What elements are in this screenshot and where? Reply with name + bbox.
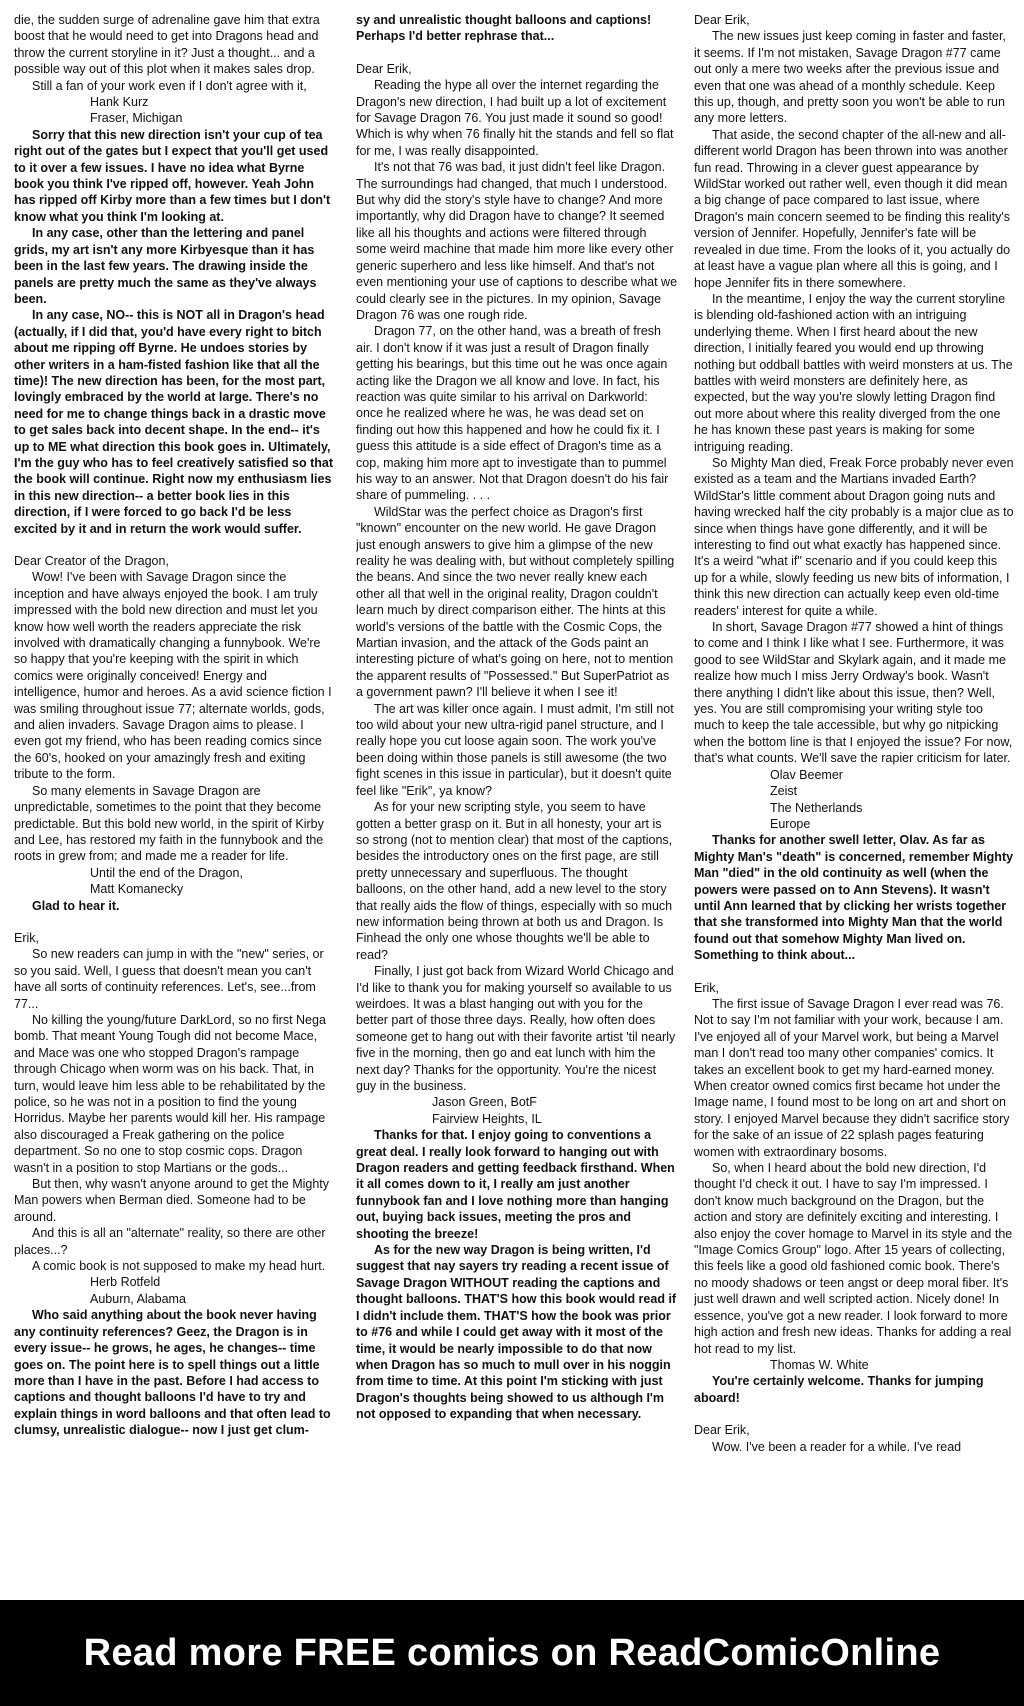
editor-reply: Glad to hear it. [32,898,120,913]
letter-greeting: Dear Erik, [694,1423,750,1438]
promo-banner-text[interactable]: Read more FREE comics on ReadComicOnline [83,1631,941,1674]
letter-continuation: die, the sudden surge of adrenaline gave him that extra boost that he would need to get into Dragons head and throw the current storyline in it? Just a thought... and a possible way out of this plot when it makes sales drop. [14,13,320,77]
letters-column-1 [14,12,334,1597]
signature-city: Zeist [770,784,798,799]
letter-paragraph: The first issue of Savage Dragon I ever read was 76. Not to say I'm not familiar with your work, because I am. I've enjoyed all of your Marvel work, but being a Marvel man I don't read too many other companies' comics. It takes an excellent book to get my hard-earned money. When creator owned comics first became hot under the Image name, I found most to be long on art and short on story. I enjoyed Marvel because they didn't sacrifice story for the sake of an issue of 22 splash pages featuring women with extraordinary bosoms. [694,996,1010,1159]
letter-paragraph: Dragon 77, on the other hand, was a breath of fresh air. I don't know if it was just a result of Dragon finally getting his bearings, but this time out he was once again acting like the Dragon we all know and love. In fact, his reaction was quite similar to his arrival on Darkworld: once he realized where he was, he was dead set on finding out how this happened and how he could fix it. I guess this attitude is a side effect of Dragon's time as a cop, making him more apt to investigate than to pummel his way to an answer. Not that Dragon doesn't do his fair share of pummeling. . . . [356,324,669,503]
letter-paragraph: So new readers can jump in with the "new" series, or so you said. Well, I guess that doesn't mean you can't have all sorts of continuity references. Let's, see...from 77... [14,947,324,1011]
letter-paragraph: As for your new scripting style, you seem to have gotten a better grasp on it. But in all honesty, your art is so strong (not to mention clear) that most of the captions, besides the introductory ones on the first page, are still pretty unnecessary and superfluous. The thought balloons, on the other hand, add a new level to the story that really aids the flow of things, especially with so much new information being thrown at both us and Dragon. Is Finhead the only one whose thoughts we'll be able to read? [356,800,673,962]
signature-place: Auburn, Alabama [90,1291,186,1306]
signature-name: Herb Rotfeld [90,1275,161,1290]
letter-paragraph: A comic book is not supposed to make my head hurt. [32,1259,326,1274]
letters-column-2 [356,12,678,1597]
letter-paragraph: So many elements in Savage Dragon are unpredictable, sometimes to the point that they become predictable. But this bold new world, in the spirit of Kirby and Lee, has restored my faith in the funnybook and the roots in grew from; and made me a reader for life. [14,783,324,864]
letter-greeting: Dear Erik, [356,61,412,76]
editor-reply: Thanks for another swell letter, Olav. As far as Mighty Man's "death" is concerned, remember Mighty Man "died" in the old continuity as well (when the powers were passed on to Ann Stevens). It wasn't until Ann learned that by clicking her wrists together that she transformed into Mighty Man that the world found out that somehow Mighty Man lived on. Something to think about... [694,833,1014,963]
promo-banner[interactable] [0,1600,1024,1706]
signature-region: Europe [770,816,811,831]
signature-name: Hank Kurz [90,95,149,110]
letters-column-3 [694,12,1014,1597]
editor-reply: Who said anything about the book never having any continuity references? Geez, the Dragon is in every issue-- he grows, he ages, he changes-- time goes on. The point here is to spell things out a little more than I have in the past. Before I had access to captions and thought balloons I'd have to try and explain things in word balloons and that often lead to clumsy, unrealistic dialogue-- now I just get clum- [14,1308,331,1438]
letter-paragraph: And this is all an "alternate" reality, so there are other places...? [14,1226,326,1257]
editor-reply: Thanks for that. I enjoy going to conventions a great deal. I really look forward to hanging out with Dragon readers and getting feedback firsthand. When it all comes down to it, I really am just another funnybook fan and I love nothing more than hanging out, buying back issues, meeting the pros and shooting the breeze! [356,1128,675,1241]
signature-line: Until the end of the Dragon, [90,865,243,880]
letter-greeting: Dear Erik, [694,13,750,27]
editor-reply: Sorry that this new direction isn't your cup of tea right out of the gates but I expect that you'll get used to it over a few issues. I have no idea what Byrne book you think I've ripped off, however. Yeah John has ripped off Kirby more than a few times but I don't know what you think I'm looking at. [14,127,331,224]
signature-place: Fairview Heights, IL [432,1111,542,1126]
signature-place: Fraser, Michigan [90,111,183,126]
letter-greeting: Dear Creator of the Dragon, [14,554,169,568]
letter-paragraph: In short, Savage Dragon #77 showed a hint of things to come and I think I like what I see. Furthermore, it was good to see WildStar and Skylark again, and it made me realize how much I miss Jerry Ordway's book. Wasn't there anything I didn't like about this issue, then? Well, yes. You are still compromising your writing style too much to keep the tale accessible, but why go nitpicking when the bottom line is that I enjoyed the issue? For now, that's what counts. We'll save the rapier criticism for later. [694,620,1013,766]
letter-paragraph: Wow! I've been with Savage Dragon since the inception and have always enjoyed the book. I am truly impressed with the bold new direction and must let you know how well worth the readers appreciate the risk involved with dramatically changing a funnybook. We're so happy that you're keeping with the spirit in which comics were originally conceived! Energy and intelligence, humor and heroes. As a avid science fiction I was smiling throughout issue 77; alternate worlds, gods, and alien invaders. Savage Dragon aims to please. I even got my friend, who has been reading comics since the 60's, hooked on your amazingly fresh and exiting tribute to the form. [14,570,332,782]
letter-paragraph: But then, why wasn't anyone around to get the Mighty Man powers when Berman died. Someone had to be around. [14,1177,330,1224]
letter-paragraph: So, when I heard about the bold new direction, I'd thought I'd check it out. I have to say I'm impressed. I don't know much background on the Dragon, but the action and story are definitely exciting and interesting. I also enjoy the cover homage to Marvel in its style and the "Image Comics Group" logo. After 15 years of collecting, this feels like a good old fashioned comic book. There's no moody shadows or teen angst or deep moral fiber. It's just well drawn and well scripted action. Nicely done! In essence, you've got a new reader. I look forward to more high action and fresh new ideas. Thanks for adding a real hot read to my list. [694,1161,1013,1356]
editor-reply-continuation: sy and unrealistic thought balloons and captions! Perhaps I'd better rephrase that... [356,13,652,44]
letter-greeting: Erik, [14,930,39,945]
letter-paragraph: No killing the young/future DarkLord, so no first Nega bomb. That meant Young Tough did not become Mace, and Mace was one who stopped Dragon's rampage through Chicago when worm was on his back. That, in turn, would leave him less able to be rehabilitated by the police, so he was not in a position to find the young Horridus. Maybe her parents would kill her. His rampage also discouraged a Freak gathering on the police department. So no one to stop cosmic cops. Dragon wasn't in a position to stop Martians or the gods... [14,1012,326,1175]
editor-reply: In any case, other than the lettering and panel grids, my art isn't any more Kirbyesque than it has been in the last few years. The drawing inside the panels are pretty much the same as they've always been. [14,226,317,306]
letter-paragraph: Still a fan of your work even if I don't agree with it, [32,78,307,93]
signature-name: Thomas W. White [770,1357,869,1372]
letter-paragraph: Reading the hype all over the internet regarding the Dragon's new direction, I had built up a lot of excitement for Savage Dragon 76. You just made it sound so good! Which is why when 76 finally hit the stands and fell so flat for me, I was really disappointed. [356,78,674,158]
letter-paragraph: Wow. I've been a reader for a while. I've read [712,1439,962,1454]
letter-paragraph: It's not that 76 was bad, it just didn't feel like Dragon. The surroundings had changed, that much I understood. But why did the story's style have to change? And more importantly, why did Dragon have to change? It seemed like all his thoughts and actions were filtered through some weird machine that made him more like every other generic superhero and less like himself. And that's not even mentioning your use of captions to describe what we could clearly see in the pictures. In my opinion, Savage Dragon 76 was one rough ride. [356,160,678,322]
signature-name: Matt Komanecky [90,882,184,897]
signature-country: The Netherlands [770,800,863,815]
signature-name: Jason Green, BotF [432,1095,537,1110]
signature-name: Olav Beemer [770,767,843,782]
letter-paragraph: That aside, the second chapter of the all-new and all-different world Dragon has been thrown into was another fun read. Throwing in a clever guest appearance by WildStar worked out rather well, even though it did mean a big change of pace compared to last issue, where Dragon's main concern seemed to be finding this reality's version of Jennifer. Hopefully, Jennifer's fate will be revealed in due time. From the looks of it, you actually do at least have a vague plan where all this is going, and I hope Jennifer fits in there somewhere. [694,127,1011,290]
letter-paragraph: The new issues just keep coming in faster and faster, it seems. If I'm not mistaken, Savage Dragon #77 came out only a mere two weeks after the previous issue and even that one was ahead of a monthly schedule. Keep this up, though, and pretty soon you won't be able to run any more letters. [694,29,1006,126]
editor-reply: You're certainly welcome. Thanks for jumping aboard! [694,1374,984,1405]
editor-reply: In any case, NO-- this is NOT all in Dragon's head (actually, if I did that, you'd have every right to bitch about me ripping off Byrne. He undoes stories by other writers in a ham-fisted fashion like that all the time)! The new direction has been, for the most part, lovingly embraced by the world at large. There's no need for me to change things back in a drastic move to get sales back into decent shape. In the end-- it's up to ME what direction this book goes in. Ultimately, I'm the guy who has to feel creatively satisfied so that the book will continue. Right now my enthusiasm lies in this new direction-- a better book lies in this direction, if I were forced to go back I'd be less excited by it and in return the work would suffer. [14,308,334,536]
letter-paragraph: The art was killer once again. I must admit, I'm still not too wild about your new ultra-rigid panel structure, and I really hope you cut loose again soon. The work you've been doing within those panels is still awesome (the two fight scenes in this issue in particular), but it doesn't quite feel like "Erik", ya know? [356,701,674,798]
letter-paragraph: So Mighty Man died, Freak Force probably never even existed as a team and the Martians invaded Earth? WildStar's little comment about Dragon going nuts and having wrecked half the city probably is a major clue as to since when things have gone differently, and it will be interesting to find out what exactly has happened since. It's a weird "what if" scenario and if you could keep this up for a while, slowly feeding us new bits of information, I think this new direction can actually keep even old-time readers' interest for quite a while. [694,455,1014,618]
letter-greeting: Erik, [694,980,719,995]
letter-paragraph: Finally, I just got back from Wizard World Chicago and I'd like to thank you for making yourself so available to us weirdoes. It was a blast hanging out with you for the better part of those three days. Really, how often does someone get to hang out with their favorite artist 'til nearly five in the morning, then go and eat lunch with him the next day? Thanks for the opportunity. You're the nicest guy in the business. [356,964,676,1093]
letter-paragraph: In the meantime, I enjoy the way the current storyline is blending old-fashioned action with an intriguing underlying theme. When I first heard about the new direction, I initially feared you would end up throwing nothing but oddball battles with weird monsters at us. The battles with weird monsters are definitely here, as expected, but the way you're slowly letting Dragon find out more about where this reality diverged from the one he has known these past years is making for some intriguing reading. [694,291,1013,454]
editor-reply: As for the new way Dragon is being written, I'd suggest that nay sayers try reading a recent issue of Savage Dragon WITHOUT reading the captions and thought balloons. THAT'S how this book would read if I didn't include them. THAT'S how the book was prior to #76 and while I could get away with it most of the time, it would be nearly impossible to do that now when Dragon has so much to mull over in his noggin from time to time. At this point I'm sticking with just Dragon's thoughts being showed to us although I'm not opposed to expanding that when necessary. [356,1243,677,1422]
letter-paragraph: WildStar was the perfect choice as Dragon's first "known" encounter on the new world. He gave Dragon just enough answers to give him a glimpse of the new reality he was dealing with, but without completely spilling the beans. And since the two never really knew each other all that well in the original reality, Dragon couldn't learn much by direct comparison either. The hints at this world's versions of the battle with the Cosmic Cops, the Martian invasion, and the attack of the Gods paint an interesting picture of what's going on here, not to mention the apparent results of "Possessed." But SuperPatriot as a government pawn? I'll believe it when I see it! [356,504,675,700]
